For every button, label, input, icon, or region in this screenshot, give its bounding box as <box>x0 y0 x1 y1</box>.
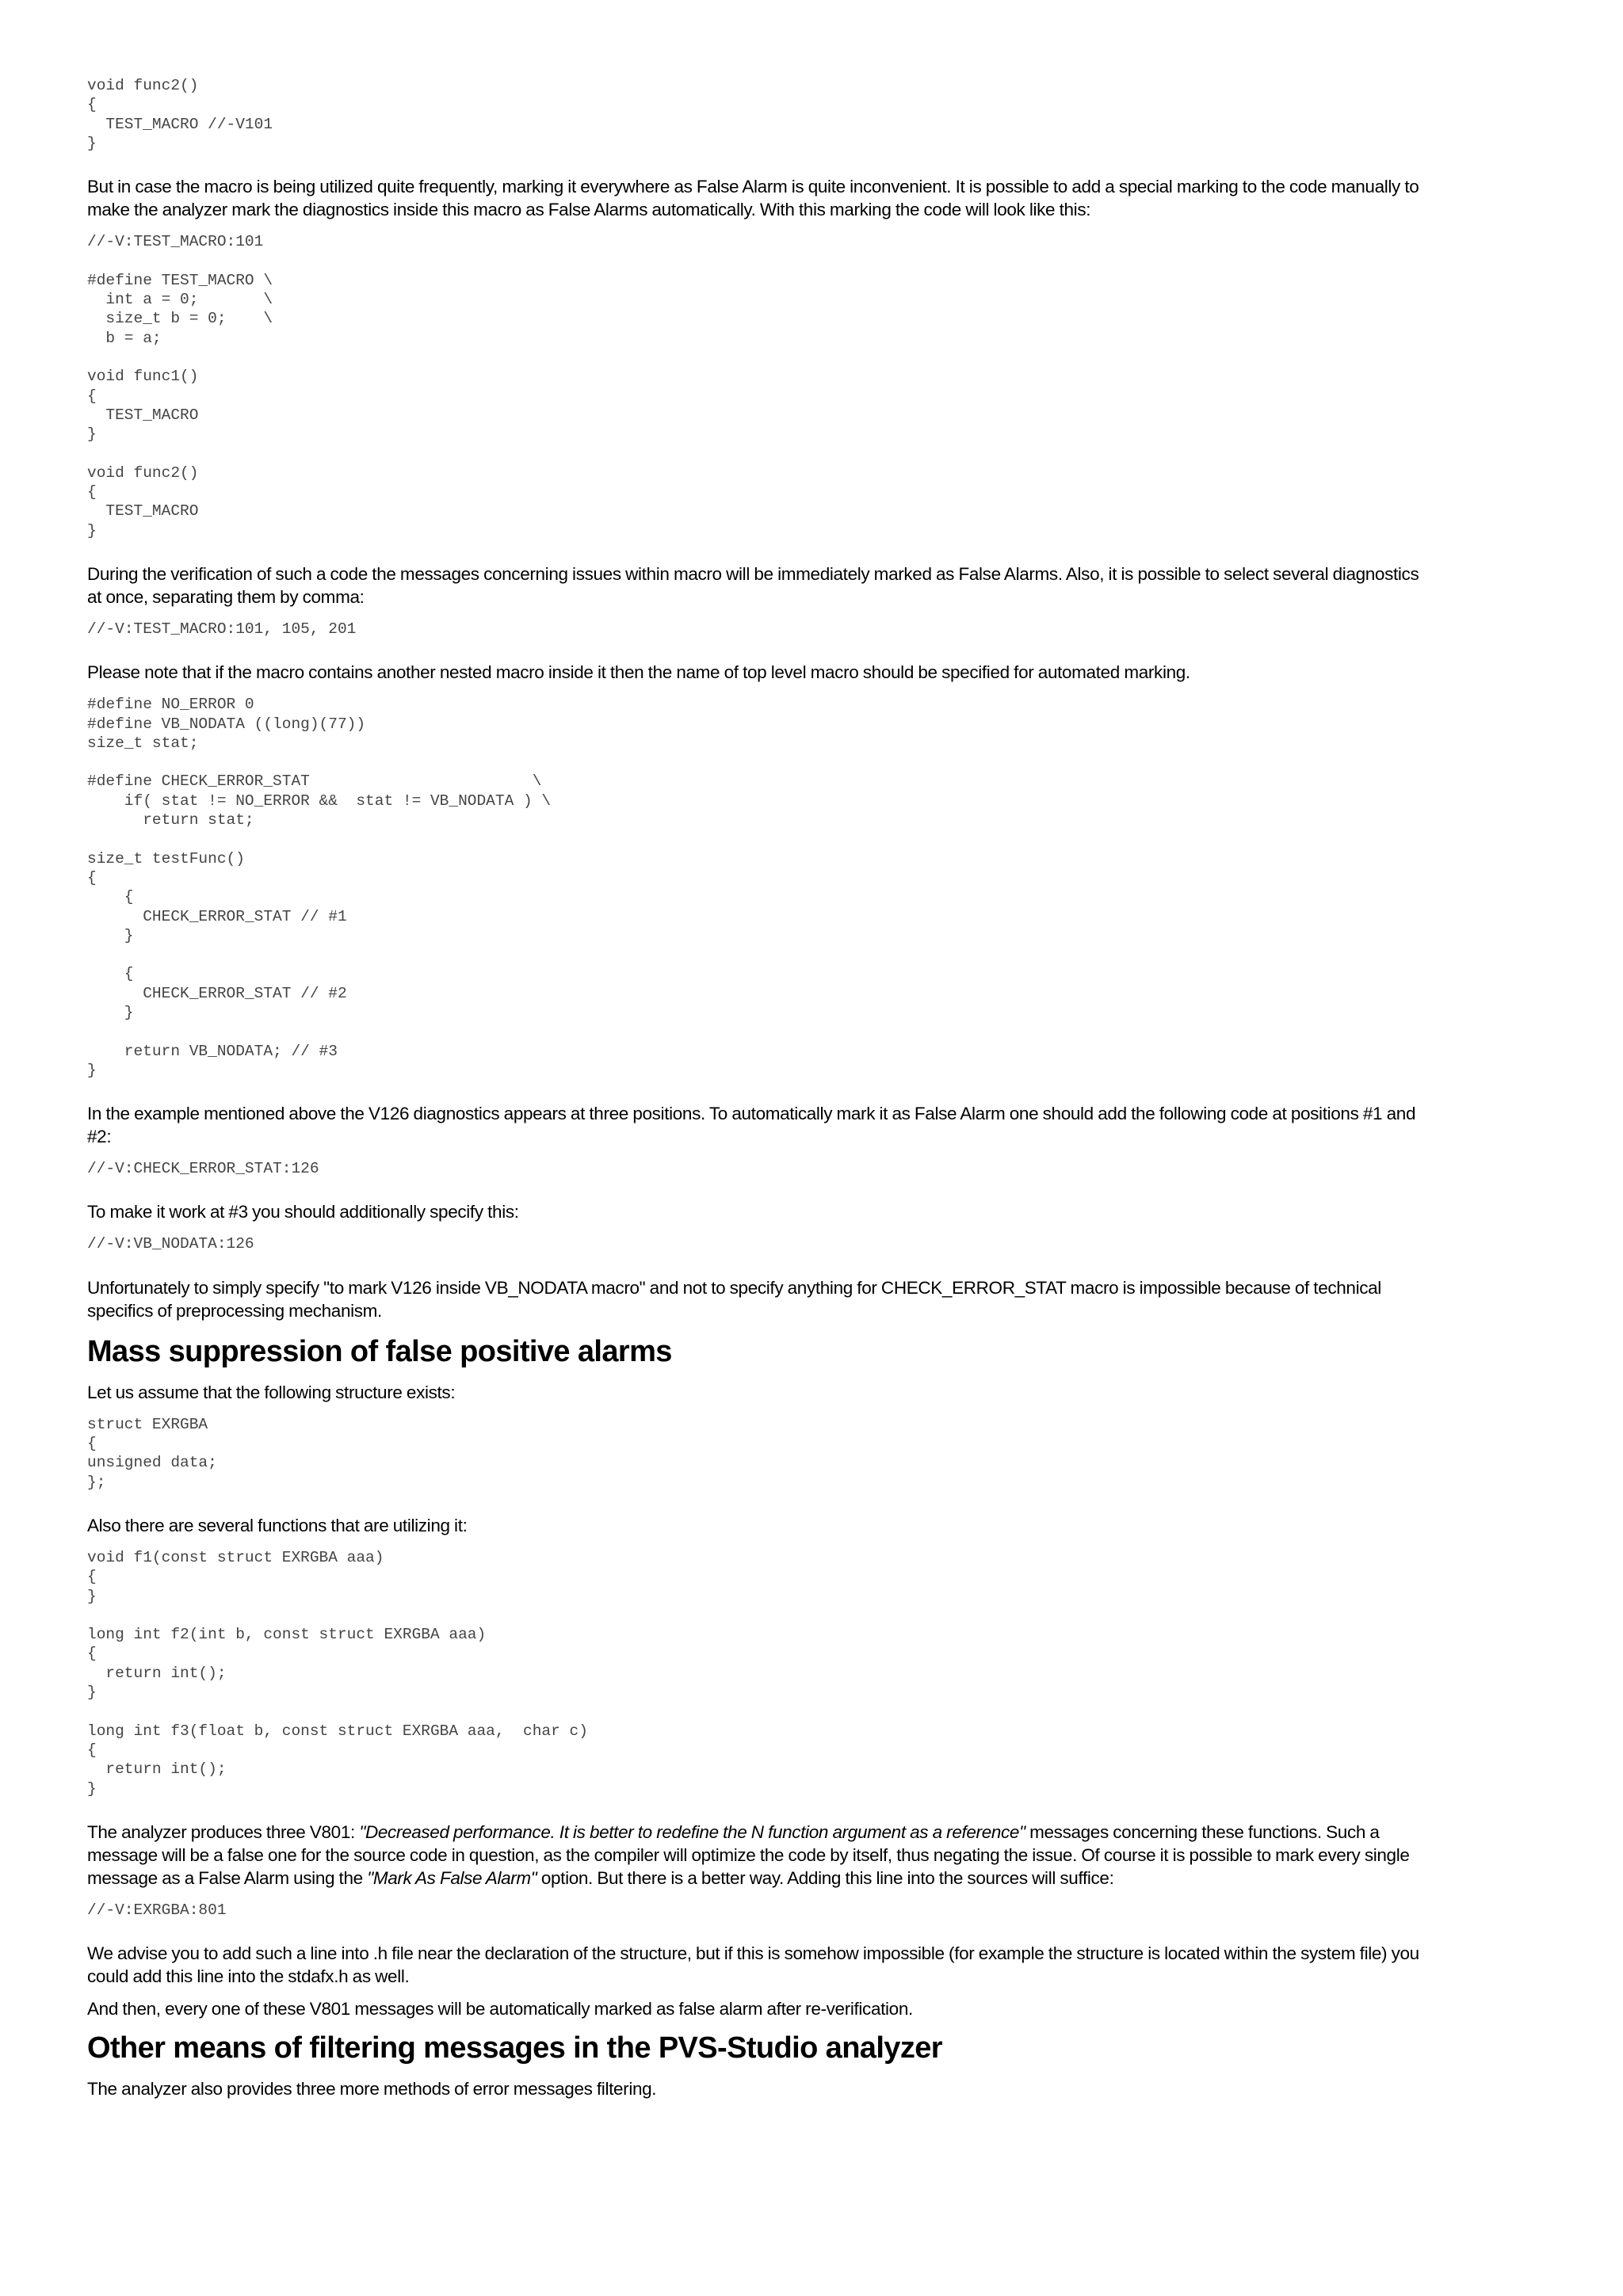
paragraph-re-verification: And then, every one of these V801 messages will be automatically marked as false alarm after re-verification. <box>87 1999 913 2019</box>
v801-text-2: messages concerning these functions. Such a message will be a false one for the source code in question, as the compiler will optimize the code by itself, thus negating the issue. Of course it is possible to mark every single message as a False Alarm using the <box>87 1821 1410 1888</box>
paragraph-macro-frequent: But in case the macro is being utilized quite frequently, marking it everywhere as False Alarm is quite inconvenient. It is possible to add a special marking to the code manually to make the analyzer mark the diagnostics inside this macro as False Alarms automatically. With this marking the code will look like this: <box>87 177 1419 220</box>
v801-quote-message: "Decreased performance. It is better to redefine the N function argument as a reference" <box>359 1821 1025 1842</box>
paragraph-nested-macro: Please note that if the macro contains another nested macro inside it then the name of top level macro should be specified for automated marking. <box>87 662 1190 683</box>
v801-text-1: The analyzer produces three V801: <box>87 1821 360 1842</box>
code-block-exrgba-801: //-V:EXRGBA:801 <box>87 1901 227 1919</box>
code-block-functions: void f1(const struct EXRGBA aaa) { } long int f2(int b, const struct EXRGBA aaa) { return int(); } long int f3(float b, const struct EXRGBA aaa, char c) { return int(); } <box>87 1548 588 1798</box>
paragraph-position-3: To make it work at #3 you should additionally specify this: <box>87 1202 519 1222</box>
paragraph-unfortunately: Unfortunately to simply specify "to mark V126 inside VB_NODATA macro" and not to specify anything for CHECK_ERROR_STAT macro is impossible because of technical specifics of preprocessing mechanism. <box>87 1277 1381 1321</box>
section-heading-other-means: Other means of filtering messages in the PVS-Studio analyzer <box>87 2031 942 2065</box>
paragraph-functions-using: Also there are several functions that are utilizing it: <box>87 1515 468 1535</box>
v801-text-3: option. But there is a better way. Adding this line into the sources will suffice: <box>537 1867 1114 1888</box>
v801-quote-option: "Mark As False Alarm" <box>367 1867 537 1888</box>
code-block-check-error-stat: #define NO_ERROR 0 #define VB_NODATA ((long)(77)) size_t stat; #define CHECK_ERROR_STAT \ if( stat != NO_ERROR && stat != VB_NODATA ) \ return stat; size_t testFunc() { { CHECK_ERROR_STAT // #1 } { CHECK_ERROR_STAT // #2 } return VB_NODATA; // #3 } <box>87 696 552 1079</box>
paragraph-structure-exists: Let us assume that the following structure exists: <box>87 1382 456 1402</box>
paragraph-v126-positions: In the example mentioned above the V126 diagnostics appears at three positions. To automatically mark it as False Alarm one should add the following code at positions #1 and #2: <box>87 1104 1416 1147</box>
code-block-multiple-diagnostics: //-V:TEST_MACRO:101, 105, 201 <box>87 620 357 638</box>
code-block-macro-marking: //-V:TEST_MACRO:101 #define TEST_MACRO \ int a = 0; \ size_t b = 0; \ b = a; void func1() { TEST_MACRO } void func2() { TEST_MACRO } <box>87 233 273 540</box>
code-block-check-error-126: //-V:CHECK_ERROR_STAT:126 <box>87 1160 319 1178</box>
paragraph-three-methods: The analyzer also provides three more methods of error messages filtering. <box>87 2079 657 2100</box>
paragraph-v801-messages <box>87 1821 1434 1890</box>
code-block-struct-exrgba: struct EXRGBA { unsigned data; }; <box>87 1415 217 1491</box>
paragraph-advise-h-file: We advise you to add such a line into .h file near the declaration of the structure, but if this is somehow impossible (for example the structure is located within the system file) you could add this line into the stdafx.h as well. <box>87 1943 1419 1987</box>
code-block-func2-suppressed: void func2() { TEST_MACRO //-V101 } <box>87 77 273 152</box>
code-block-vb-nodata-126: //-V:VB_NODATA:126 <box>87 1235 254 1253</box>
paragraph-verification-comma: During the verification of such a code the messages concerning issues within macro will be immediately marked as False Alarms. Also, it is possible to select several diagnostics at once, separating them by comma: <box>87 563 1419 607</box>
document-page <box>87 76 1434 2100</box>
section-heading-mass-suppression: Mass suppression of false positive alarms <box>87 1334 672 1368</box>
